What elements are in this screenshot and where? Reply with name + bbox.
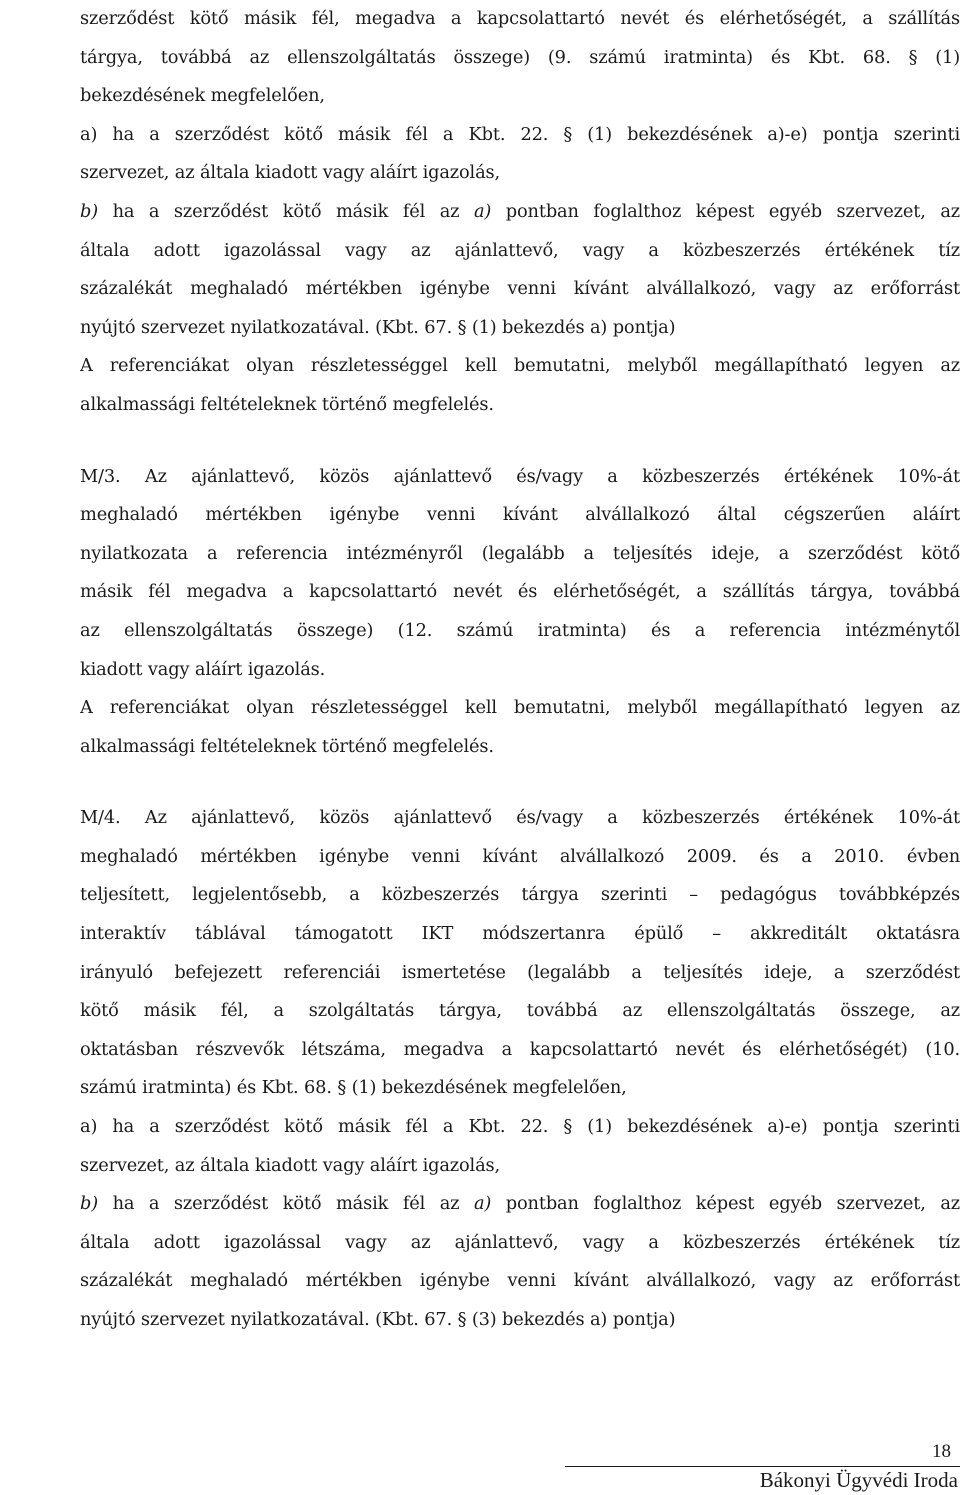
text-line: oktatásban részvevők létszáma, megadva a kapcsolattartó nevét és elérhetőségét) (10. [80,1038,960,1060]
text-line: a) ha a szerződést kötő másik fél a Kbt. 22. § (1) bekezdésének a)-e) pontja szerinti [80,1116,960,1138]
text-line: az ellenszolgáltatás összege) (12. számú iratminta) és a referencia intézménytől [80,619,960,641]
page-number: 18 [932,1441,951,1462]
text-line-b-point [80,193,960,232]
text-line-m4-heading: M/4. Az ajánlattevő, közös ajánlattevő és/vagy a közbeszerzés értékének 10%-át [80,807,960,829]
text-line-m3-heading: M/3. Az ajánlattevő, közös ajánlattevő és/vagy a közbeszerzés értékének 10%-át [80,465,960,487]
point-a-reference: a) [473,1193,492,1215]
text-line: általa adott igazolással vagy az ajánlattevő, vagy a közbeszerzés értékének tíz [80,239,960,261]
text-line: meghaladó mértékben igénybe venni kívánt alvállalkozó 2009. és a 2010. évben [80,845,960,867]
text-line: interaktív táblával támogatott IKT módszertanra épülő – akkreditált oktatásra [80,923,960,945]
text-line: általa adott igazolással vagy az ajánlattevő, vagy a közbeszerzés értékének tíz [80,1231,960,1253]
text-line: másik fél megadva a kapcsolattartó nevét és elérhetőségét, a szállítás tárgya, továbbá [80,581,960,603]
paragraph-gap [80,766,960,799]
text-line: számú iratminta) és Kbt. 68. § (1) bekezdésének megfelelően, [80,1077,627,1099]
text-line: nyújtó szervezet nyilatkozatával. (Kbt. 67. § (1) bekezdés a) pontja) [80,316,676,338]
text-line: szervezet, az általa kiadott vagy aláírt igazolás, [80,1154,501,1176]
text-line: nyújtó szervezet nyilatkozatával. (Kbt. 67. § (3) bekezdés a) pontja) [80,1309,676,1330]
text-line: A referenciákat olyan részletességgel kell bemutatni, melyből megállapítható legyen az [80,355,960,377]
text-fragment: pontban foglalthoz képest egyéb szervezet, az [491,200,960,222]
text-line: bekezdésének megfelelően, [80,85,325,107]
text-line: teljesített, legjelentősebb, a közbeszerzés tárgya szerinti – pedagógus továbbképzés [80,884,960,906]
text-fragment: ha a szerződést kötő másik fél az [98,1193,474,1215]
text-line: százalékát meghaladó mértékben igénybe venni kívánt alvállalkozó, vagy az erőforrást [80,1270,960,1292]
text-line: irányuló befejezett referenciái ismertetése (legalább a teljesítés ideje, a szerződést [80,961,960,983]
text-line: a) ha a szerződést kötő másik fél a Kbt. 22. § (1) bekezdésének a)-e) pontja szerinti [80,123,960,145]
text-line: szerződést kötő másik fél, megadva a kapcsolattartó nevét és elérhetőségét, a szállítás [80,8,960,29]
text-line: kötő másik fél, a szolgáltatás tárgya, továbbá az ellenszolgáltatás összege, az [80,1000,960,1022]
footer-firm-name: Bákonyi Ügyvédi Iroda [759,1468,958,1492]
text-fragment: ha a szerződést kötő másik fél az [98,200,474,222]
point-b-label: b) [80,200,99,222]
point-a-reference: a) [473,200,492,222]
text-line: százalékát meghaladó mértékben igénybe venni kívánt alvállalkozó, vagy az erőforrást [80,278,960,300]
document-body [80,0,960,1340]
text-fragment: pontban foglalthoz képest egyéb szervezet, az [491,1193,960,1215]
point-b-label: b) [80,1193,99,1215]
text-line: A referenciákat olyan részletességgel kell bemutatni, melyből megállapítható legyen az [80,697,960,719]
text-line: nyilatkozata a referencia intézményről (legalább a teljesítés ideje, a szerződést kötő [80,542,960,564]
text-line: alkalmassági feltételeknek történő megfelelés. [80,393,494,415]
text-line: kiadott vagy aláírt igazolás. [80,658,326,680]
text-line-b-point [80,1185,960,1224]
text-line: alkalmassági feltételeknek történő megfelelés. [80,735,494,757]
paragraph-gap [80,425,960,458]
text-line: szervezet, az általa kiadott vagy aláírt igazolás, [80,162,501,184]
text-line: tárgya, továbbá az ellenszolgáltatás összege) (9. számú iratminta) és Kbt. 68. § (1) [80,46,960,68]
text-line: meghaladó mértékben igénybe venni kívánt alvállalkozó által cégszerűen aláírt [80,504,960,526]
